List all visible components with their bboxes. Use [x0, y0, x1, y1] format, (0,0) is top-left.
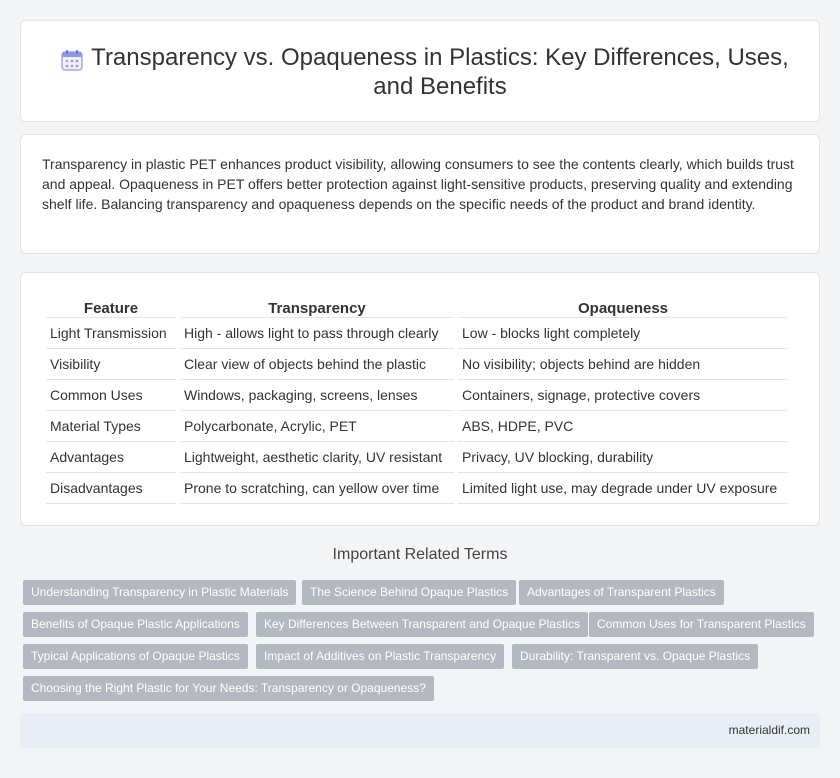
title-card	[20, 20, 820, 122]
related-term-tag[interactable]: Common Uses for Transparent Plastics	[589, 612, 814, 637]
related-term-tag[interactable]: Advantages of Transparent Plastics	[519, 580, 724, 605]
related-term-tag[interactable]: Understanding Transparency in Plastic Materials	[23, 580, 296, 605]
table-header-row	[46, 296, 788, 318]
cell-feature: Material Types	[46, 411, 176, 442]
related-term-tag[interactable]: Choosing the Right Plastic for Your Needs: Transparency or Opaqueness?	[23, 676, 434, 701]
cell-feature: Advantages	[46, 442, 176, 473]
comparison-card	[20, 272, 820, 526]
site-link[interactable]: materialdif.com	[728, 723, 810, 737]
header-opaqueness: Opaqueness	[458, 296, 788, 318]
page-title: Transparency vs. Opaqueness in Plastics: Key Differences, Uses, and Benefits	[91, 44, 789, 100]
related-term-tag[interactable]: Key Differences Between Transparent and Opaque Plastics	[256, 612, 588, 637]
table-row	[46, 473, 788, 504]
table-row	[46, 318, 788, 349]
comparison-table	[42, 296, 792, 504]
cell-transparency: High - allows light to pass through clearly	[180, 318, 454, 349]
related-term-tag[interactable]: The Science Behind Opaque Plastics	[302, 580, 516, 605]
related-term-tag[interactable]: Typical Applications of Opaque Plastics	[23, 644, 248, 669]
cell-transparency: Prone to scratching, can yellow over time	[180, 473, 454, 504]
table-row	[46, 380, 788, 411]
related-term-tag[interactable]: Benefits of Opaque Plastic Applications	[23, 612, 248, 637]
cell-opaqueness: ABS, HDPE, PVC	[458, 411, 788, 442]
related-terms-heading: Important Related Terms	[332, 546, 508, 563]
related-term-tag[interactable]: Impact of Additives on Plastic Transparency	[256, 644, 504, 669]
cell-feature: Disadvantages	[46, 473, 176, 504]
intro-paragraph: Transparency in plastic PET enhances product visibility, allowing consumers to see the contents clearly, which builds trust and appeal. Opaqueness in PET offers better protection against light-sensitive products, preserving quality and extending shelf life. Balancing transparency and opaqueness depends on the specific needs of the product and brand identity.	[42, 156, 794, 212]
related-term-tag[interactable]: Durability: Transparent vs. Opaque Plastics	[512, 644, 758, 669]
cell-transparency: Clear view of objects behind the plastic	[180, 349, 454, 380]
cell-transparency: Lightweight, aesthetic clarity, UV resistant	[180, 442, 454, 473]
cell-feature: Visibility	[46, 349, 176, 380]
intro-card	[20, 134, 820, 254]
cell-opaqueness: Limited light use, may degrade under UV exposure	[458, 473, 788, 504]
cell-feature: Light Transmission	[46, 318, 176, 349]
cell-opaqueness: Low - blocks light completely	[458, 318, 788, 349]
cell-opaqueness: Containers, signage, protective covers	[458, 380, 788, 411]
cell-opaqueness: Privacy, UV blocking, durability	[458, 442, 788, 473]
cell-transparency: Windows, packaging, screens, lenses	[180, 380, 454, 411]
cell-transparency: Polycarbonate, Acrylic, PET	[180, 411, 454, 442]
footer	[20, 713, 820, 748]
table-row	[46, 349, 788, 380]
table-row	[46, 411, 788, 442]
cell-feature: Common Uses	[46, 380, 176, 411]
header-transparency: Transparency	[180, 296, 454, 318]
cell-opaqueness: No visibility; objects behind are hidden	[458, 349, 788, 380]
header-feature: Feature	[46, 296, 176, 318]
table-row	[46, 442, 788, 473]
